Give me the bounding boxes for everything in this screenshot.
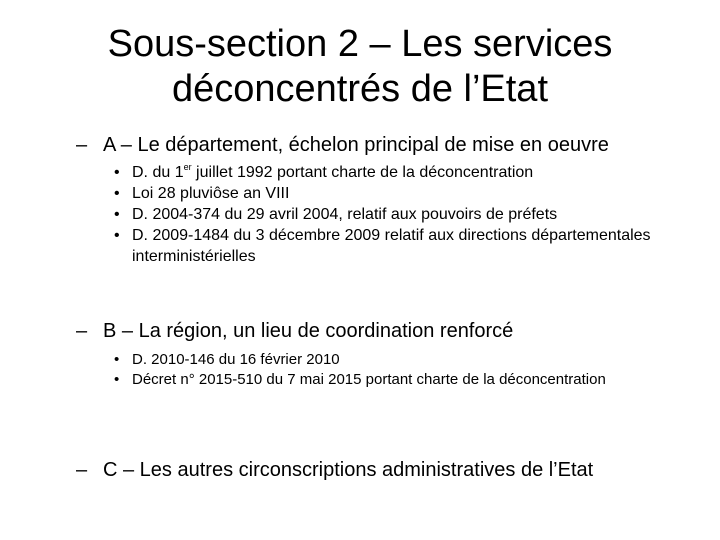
item-text-before: D. du 1: [132, 164, 184, 181]
section-a-dash: –: [76, 134, 88, 156]
section-c-dash: –: [76, 459, 88, 481]
item-superscript: er: [183, 162, 192, 172]
item-text: D. 2010-146 du 16 février 2010: [132, 351, 340, 368]
bullet-icon: •: [114, 164, 120, 181]
item-text-after: juillet 1992 portant charte de la déconcentration: [191, 164, 534, 181]
section-b-heading-text: B – La région, un lieu de coordination renforcé: [103, 320, 514, 342]
list-item: [114, 183, 674, 204]
bullet-icon: •: [114, 185, 120, 202]
bullet-icon: •: [114, 206, 120, 223]
bullet-icon: •: [114, 227, 120, 244]
slide-title: [40, 22, 680, 112]
item-text: D. 2009-1484 du 3 décembre 2009 relatif aux directions départementales interministérielles: [132, 227, 651, 265]
list-item: [114, 370, 674, 390]
list-item: [114, 162, 674, 183]
section-c-heading-text: C – Les autres circonscriptions administratives de l’Etat: [103, 459, 594, 481]
bullet-icon: •: [114, 351, 120, 368]
section-a-list: [114, 162, 674, 267]
section-b-list: [114, 350, 674, 390]
item-text: Décret n° 2015-510 du 7 mai 2015 portant charte de la déconcentration: [132, 371, 606, 388]
list-item: [114, 350, 674, 370]
section-a-heading-text: A – Le département, échelon principal de mise en oeuvre: [103, 134, 609, 156]
bullet-icon: •: [114, 371, 120, 388]
item-text: Loi 28 pluviôse an VIII: [132, 185, 290, 202]
title-line-2: déconcentrés de l’Etat: [171, 68, 548, 110]
list-item: [114, 204, 674, 225]
list-item: [114, 225, 674, 267]
section-b-dash: –: [76, 320, 88, 342]
item-text: D. 2004-374 du 29 avril 2004, relatif aux pouvoirs de préfets: [132, 206, 558, 223]
title-line-1: Sous-section 2 – Les services: [107, 23, 613, 65]
